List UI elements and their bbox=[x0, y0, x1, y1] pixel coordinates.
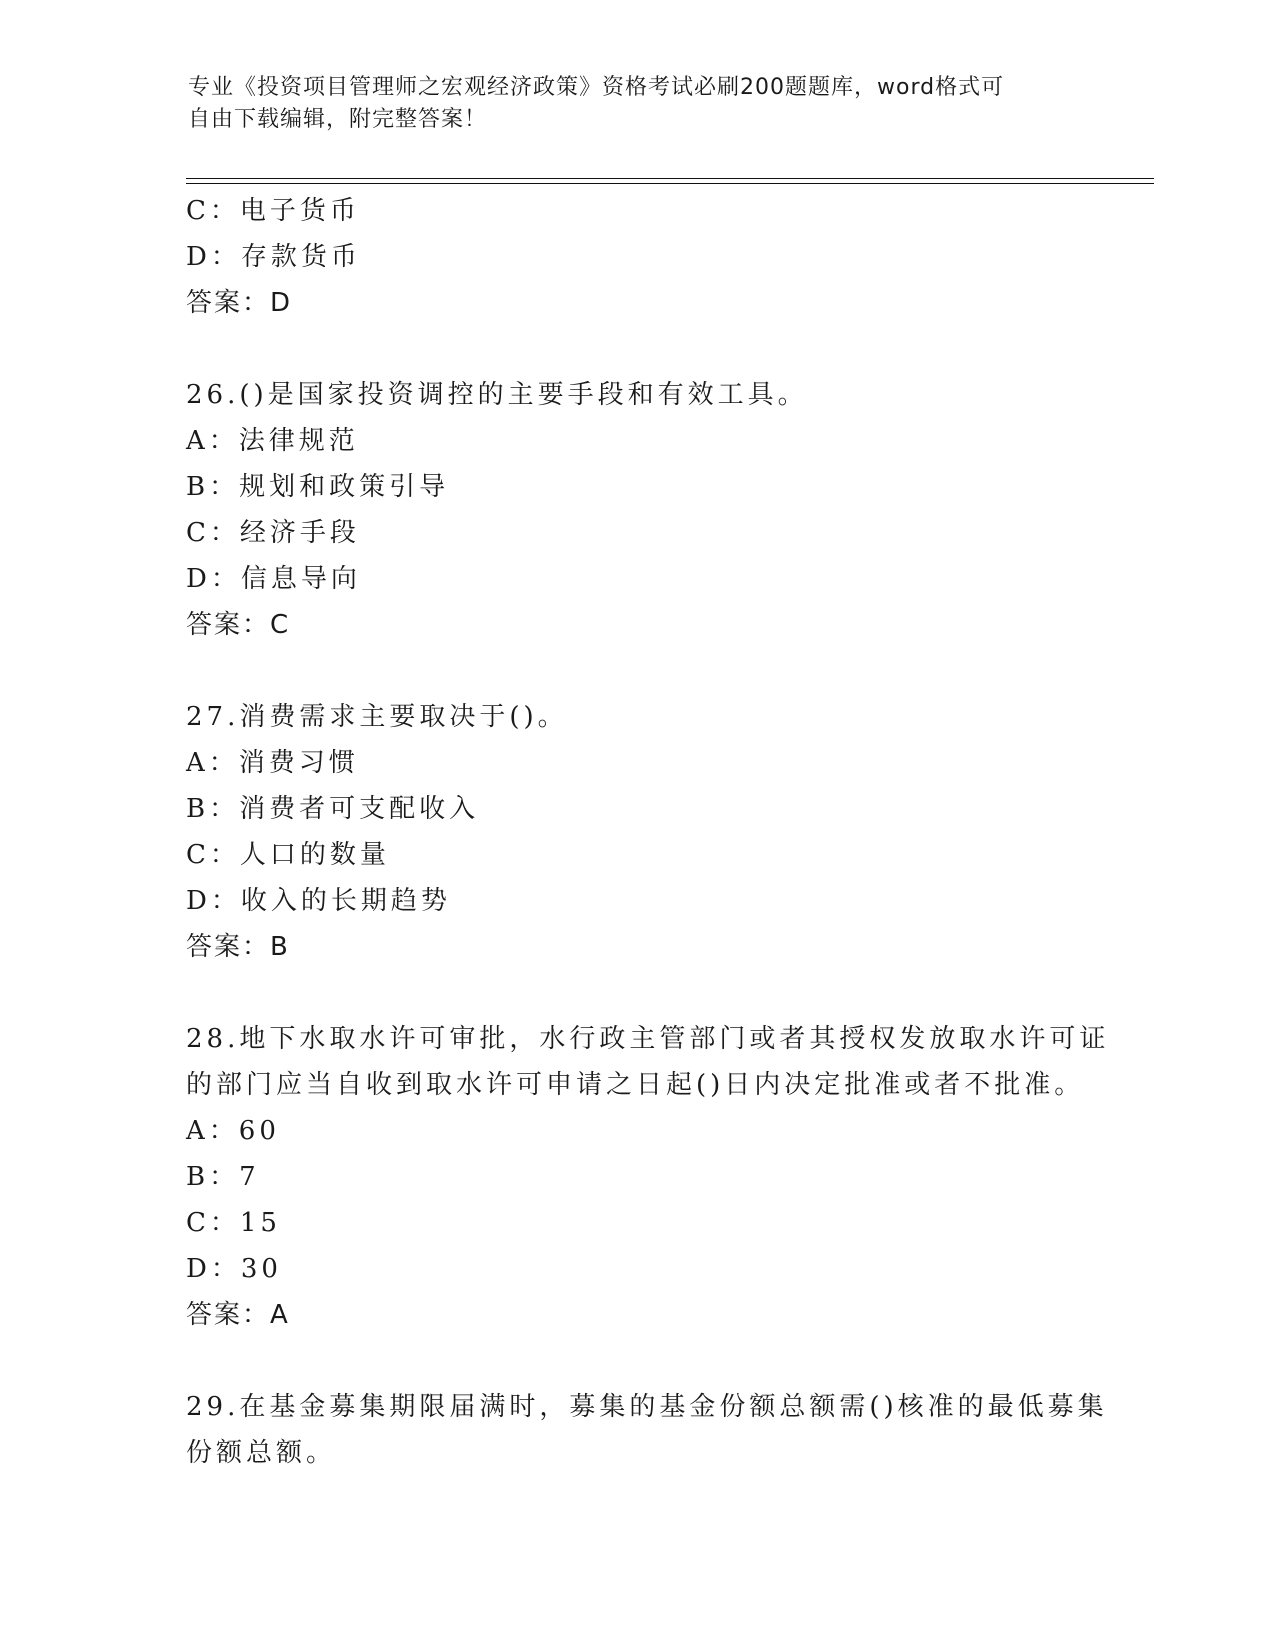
q28-option-a: A：60 bbox=[186, 1116, 280, 1146]
question-content bbox=[186, 188, 1110, 1476]
q27-option-d: D：收入的长期趋势 bbox=[186, 886, 451, 916]
spacer bbox=[186, 1338, 1086, 1384]
spacer bbox=[186, 326, 1086, 372]
q29-stem-line-1: 29.在基金募集期限届满时，募集的基金份额总额需()核准的最低募集 bbox=[186, 1392, 1108, 1422]
q25-answer: 答案：D bbox=[186, 288, 293, 318]
header-line-2: 自由下载编辑，附完整答案！ bbox=[188, 107, 488, 132]
q26-option-a: A：法律规范 bbox=[186, 426, 359, 456]
spacer bbox=[186, 648, 1086, 694]
document-header bbox=[188, 72, 1068, 136]
q27-option-a: A：消费习惯 bbox=[186, 748, 359, 778]
header-rule-bottom bbox=[186, 183, 1154, 184]
q27-stem: 27.消费需求主要取决于()。 bbox=[186, 702, 568, 732]
q26-answer: 答案：C bbox=[186, 610, 291, 640]
header-line-1: 专业《投资项目管理师之宏观经济政策》资格考试必刷200题题库，word格式可 bbox=[188, 75, 1005, 100]
q29-stem bbox=[186, 1384, 1108, 1476]
q28-answer: 答案：A bbox=[186, 1300, 290, 1330]
q28-stem bbox=[186, 1016, 1110, 1108]
spacer bbox=[186, 970, 1086, 1016]
q25-option-d: D：存款货币 bbox=[186, 242, 361, 272]
q28-option-b: B：7 bbox=[186, 1162, 260, 1192]
q29-stem-line-2: 份额总额。 bbox=[186, 1438, 337, 1468]
q26-stem: 26.()是国家投资调控的主要手段和有效工具。 bbox=[186, 380, 808, 410]
q25-option-c: C：电子货币 bbox=[186, 196, 360, 226]
q28-stem-line-1: 28.地下水取水许可审批，水行政主管部门或者其授权发放取水许可证 bbox=[186, 1024, 1110, 1054]
q26-option-c: C：经济手段 bbox=[186, 518, 360, 548]
q27-answer: 答案：B bbox=[186, 932, 290, 962]
q26-option-d: D：信息导向 bbox=[186, 564, 361, 594]
header-rule-top bbox=[186, 178, 1154, 179]
q26-option-b: B：规划和政策引导 bbox=[186, 472, 450, 502]
q27-option-b: B：消费者可支配收入 bbox=[186, 794, 480, 824]
q28-option-c: C：15 bbox=[186, 1208, 281, 1238]
q28-stem-line-2: 的部门应当自收到取水许可申请之日起()日内决定批准或者不批准。 bbox=[186, 1070, 1085, 1100]
q27-option-c: C：人口的数量 bbox=[186, 840, 390, 870]
q28-option-d: D：30 bbox=[186, 1254, 282, 1284]
